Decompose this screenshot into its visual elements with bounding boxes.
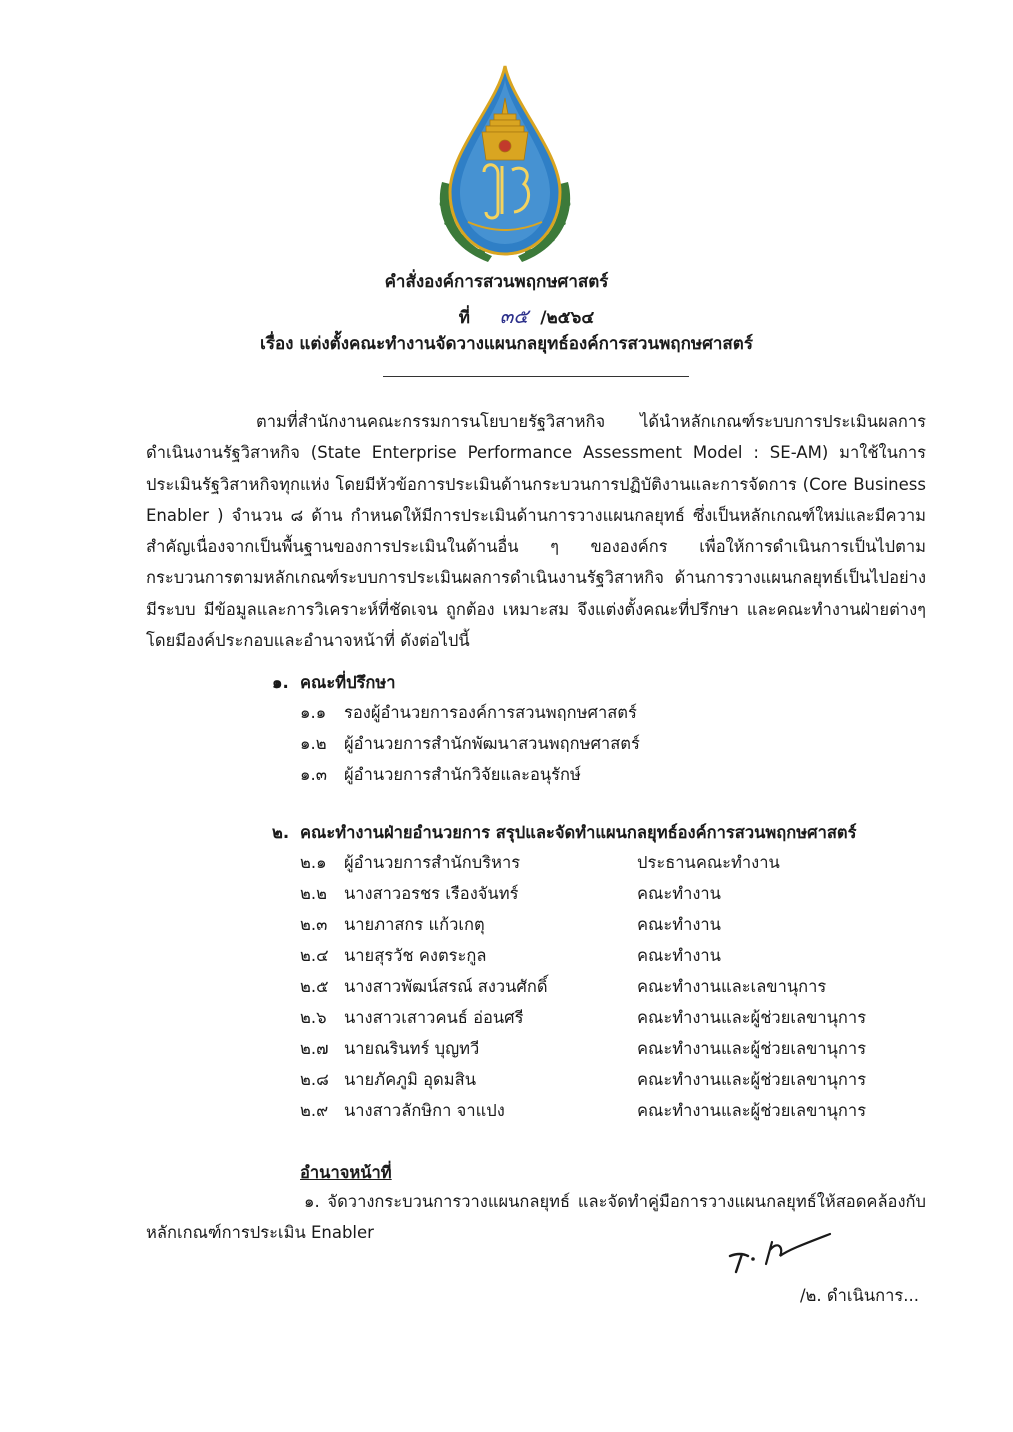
item-text: รองผู้อำนวยการองค์การสวนพฤกษศาสตร์ xyxy=(344,703,637,722)
member-number: ๒.๗ xyxy=(300,1039,329,1058)
member-role: คณะทำงาน xyxy=(637,946,721,965)
member-number: ๒.๓ xyxy=(300,915,328,934)
member-number: ๒.๔ xyxy=(300,946,329,965)
section1-heading xyxy=(272,670,396,696)
member-role: คณะทำงานและผู้ช่วยเลขานุการ xyxy=(637,1070,867,1089)
item-number: ๑.๒ xyxy=(300,734,327,753)
section2-heading xyxy=(272,820,857,846)
member-row xyxy=(300,1067,476,1093)
duty-item-1-text: ๑. จัดวางกระบวนการวางแผนกลยุทธ์ และจัดทำคู่มือการวางแผนกลยุทธ์ให้สอดคล้องกับหลักเกณฑ์การประเมิน Enabler xyxy=(146,1192,926,1242)
member-name: ผู้อำนวยการสำนักบริหาร xyxy=(344,853,521,872)
organization-logo xyxy=(428,62,582,268)
section2-heading-text: คณะทำงานฝ่ายอำนวยการ สรุปและจัดทำแผนกลยุทธ์องค์การสวนพฤกษศาสตร์ xyxy=(300,823,857,842)
section1-heading-text: คณะที่ปรึกษา xyxy=(300,673,396,692)
duties-heading: อำนาจหน้าที่ xyxy=(300,1163,392,1182)
member-row xyxy=(300,1036,479,1062)
member-name: นางสาวเสาวคนธ์ อ่อนศรี xyxy=(344,1008,524,1027)
member-name: นายณรินทร์ บุญทวี xyxy=(344,1039,480,1058)
member-row xyxy=(300,1005,524,1031)
member-name: นายภัคภูมิ อุดมสิน xyxy=(344,1070,476,1089)
member-number: ๒.๕ xyxy=(300,977,329,996)
order-number-year: /๒๕๖๔ xyxy=(540,308,595,328)
member-name: นายภาสกร แก้วเกตุ xyxy=(344,915,485,934)
document-title: คำสั่งองค์การสวนพฤกษศาสตร์ xyxy=(384,272,609,292)
list-item xyxy=(300,700,637,726)
item-number: ๑.๓ xyxy=(300,765,327,784)
list-item xyxy=(300,762,581,788)
order-number-handwritten: ๓๕ xyxy=(499,304,529,328)
member-row xyxy=(300,850,520,876)
member-number: ๒.๑ xyxy=(300,853,327,872)
member-name: นางสาวลักษิกา จาแปง xyxy=(344,1101,505,1120)
continuation-note: /๒. ดำเนินการ... xyxy=(800,1286,919,1305)
member-role: คณะทำงาน xyxy=(637,915,721,934)
body-paragraph-text: ตามที่สำนักงานคณะกรรมการนโยบายรัฐวิสาหกิจ ได้นำหลักเกณฑ์ระบบการประเมินผลการดำเนินงานรัฐวิสาหกิจ (State Enterprise Performance Assessment Model : SE-AM) มาใช้ในการประเมินรัฐวิสาหกิจทุกแห่ง โดยมีหัวข้อการประเมินด้านกระบวนการปฏิบัติงานและการจัดการ (Core Business Enabler ) จำนวน ๘ ด้าน กำหนดให้มีการประเมินด้านการวางแผนกลยุทธ์ ซึ่งเป็นหลักเกณฑ์ใหม่และมีความสำคัญเนื่องจากเป็นพื้นฐานของการประเมินในด้านอื่น ๆ ขององค์กร เพื่อให้การดำเนินการเป็นไปตามกระบวนการตามหลักเกณฑ์ระบบการประเมินผลการดำเนินงานรัฐวิสาหกิจ ด้านการวางแผนกลยุทธ์เป็นไปอย่างมีระบบ มีข้อมูลและการวิเคราะห์ที่ชัดเจน ถูกต้อง เหมาะสม จึงแต่งตั้งคณะที่ปรึกษา และคณะทำงานฝ่ายต่างๆ โดยมีองค์ประกอบและอำนาจหน้าที่ ดังต่อไปนี้ xyxy=(146,412,926,651)
section1-number: ๑. xyxy=(272,673,289,692)
member-row xyxy=(300,912,485,938)
item-text: ผู้อำนวยการสำนักวิจัยและอนุรักษ์ xyxy=(344,765,581,784)
member-role: ประธานคณะทำงาน xyxy=(637,853,780,872)
order-number xyxy=(20,300,1013,332)
member-number: ๒.๙ xyxy=(300,1101,329,1120)
header-divider xyxy=(383,376,689,377)
member-name: นางสาวอรชร เรืองจันทร์ xyxy=(344,884,519,903)
document-subject: เรื่อง แต่งตั้งคณะทำงานจัดวางแผนกลยุทธ์องค์การสวนพฤกษศาสตร์ xyxy=(260,334,753,354)
body-paragraph xyxy=(146,406,926,656)
member-row xyxy=(300,943,487,969)
member-name: นายสุรวัช คงตระกูล xyxy=(344,946,487,965)
member-role: คณะทำงานและผู้ช่วยเลขานุการ xyxy=(637,1008,867,1027)
member-row xyxy=(300,881,518,907)
member-number: ๒.๒ xyxy=(300,884,327,903)
member-role: คณะทำงานและผู้ช่วยเลขานุการ xyxy=(637,1039,867,1058)
member-name: นางสาวพัฒน์สรณ์ สงวนศักดิ์ xyxy=(344,977,548,996)
handwritten-initials-signature xyxy=(726,1226,836,1274)
member-role: คณะทำงานและเลขานุการ xyxy=(637,977,827,996)
member-role: คณะทำงาน xyxy=(637,884,721,903)
list-item xyxy=(300,731,640,757)
member-number: ๒.๘ xyxy=(300,1070,329,1089)
member-role: คณะทำงานและผู้ช่วยเลขานุการ xyxy=(637,1101,867,1120)
section2-number: ๒. xyxy=(272,823,290,842)
item-number: ๑.๑ xyxy=(300,703,327,722)
member-row xyxy=(300,1098,505,1124)
member-row xyxy=(300,974,548,1000)
order-number-label: ที่ xyxy=(458,308,470,328)
member-number: ๒.๖ xyxy=(300,1008,327,1027)
item-text: ผู้อำนวยการสำนักพัฒนาสวนพฤกษศาสตร์ xyxy=(344,734,640,753)
